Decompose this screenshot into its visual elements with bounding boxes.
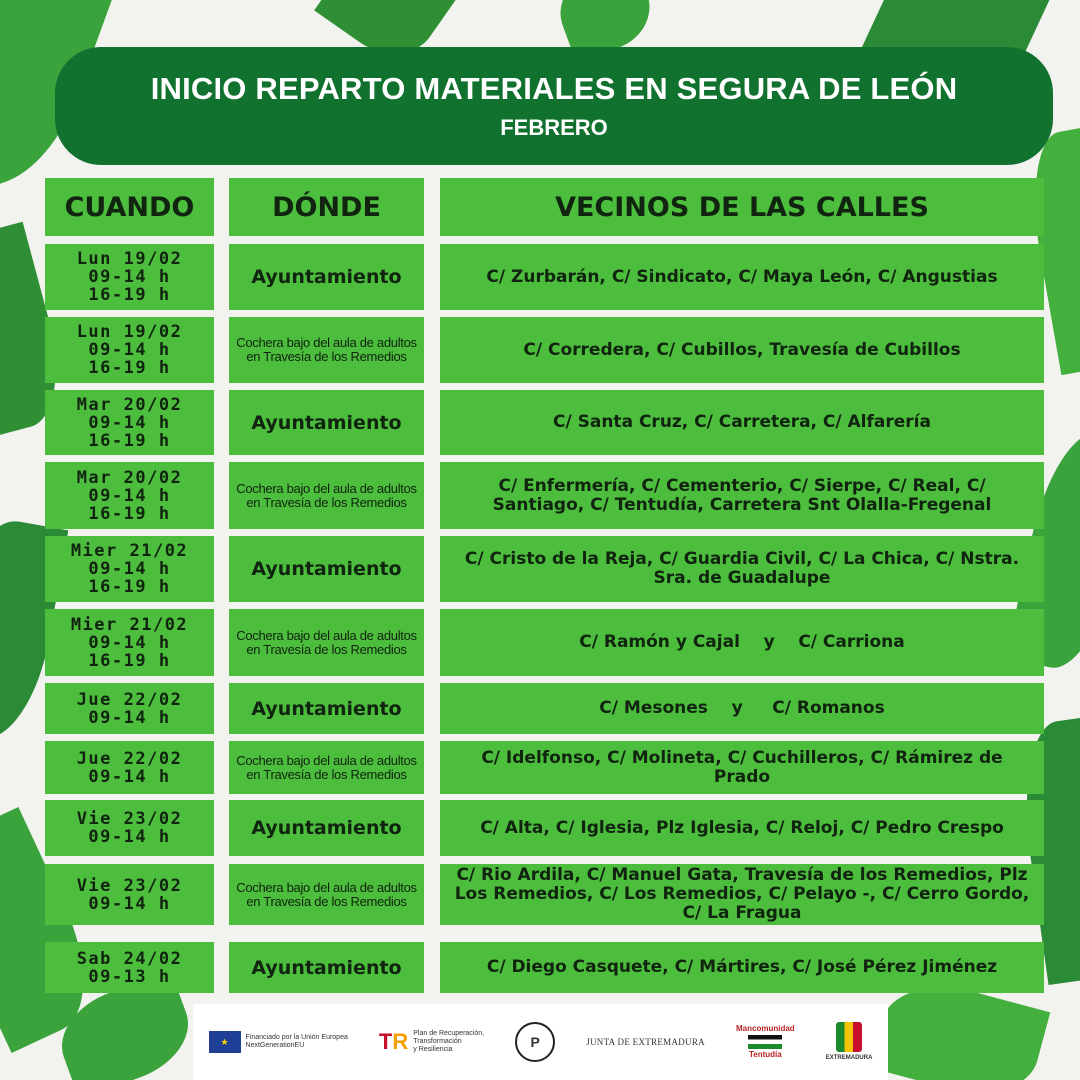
streets-cell: C/ Diego Casquete, C/ Mártires, C/ José Pérez Jiménez xyxy=(440,942,1044,993)
streets-cell: C/ Zurbarán, C/ Sindicato, C/ Maya León, C/ Angustias xyxy=(440,244,1044,310)
title-banner xyxy=(55,47,1053,165)
prtr-mark-icon: TR xyxy=(378,1029,409,1054)
when-cell: Lun 19/02 09-14 h 16-19 h xyxy=(45,317,214,383)
streets-cell: C/ Idelfonso, C/ Molineta, C/ Cuchilleros, C/ Rámirez de Prado xyxy=(440,741,1044,794)
streets-cell: C/ Cristo de la Reja, C/ Guardia Civil, C/ La Chica, C/ Nstra. Sra. de Guadalupe xyxy=(440,536,1044,602)
eu-flag-icon: ★ xyxy=(209,1031,241,1053)
building-icon xyxy=(836,1022,862,1052)
column-header-where: DÓNDE xyxy=(229,178,424,236)
where-cell: Ayuntamiento xyxy=(229,683,424,734)
flag-icon xyxy=(748,1035,782,1049)
eu-line1: Financiado por la Unión Europea xyxy=(245,1034,348,1041)
when-cell: Sab 24/02 09-13 h xyxy=(45,942,214,993)
eu-line2: NextGenerationEU xyxy=(245,1042,305,1049)
where-cell: Ayuntamiento xyxy=(229,800,424,856)
when-cell: Jue 22/02 09-14 h xyxy=(45,741,214,794)
prtr-line2: Transformación xyxy=(413,1038,462,1045)
prtr-logo xyxy=(379,1030,484,1054)
where-cell: Cochera bajo del aula de adultos en Travesía de los Remedios xyxy=(229,609,424,676)
plataforma-logo xyxy=(515,1022,555,1062)
streets-cell: C/ Mesones y C/ Romanos xyxy=(440,683,1044,734)
prtr-line3: y Resiliencia xyxy=(413,1046,453,1053)
plataforma-icon: P xyxy=(515,1022,555,1062)
prtr-line1: Plan de Recuperación, xyxy=(413,1030,485,1037)
when-cell: Lun 19/02 09-14 h 16-19 h xyxy=(45,244,214,310)
extremadura-label: EXTREMADURA xyxy=(825,1055,873,1061)
extremadura-logo xyxy=(826,1022,873,1062)
column-header-when: CUANDO xyxy=(45,178,214,236)
page-title: INICIO REPARTO MATERIALES EN SEGURA DE LEÓN xyxy=(150,71,958,106)
junta-logo: JUNTA DE EXTREMADURA xyxy=(586,1037,705,1047)
when-cell: Jue 22/02 09-14 h xyxy=(45,683,214,734)
column-header-streets: VECINOS DE LAS CALLES xyxy=(440,178,1044,236)
where-cell: Ayuntamiento xyxy=(229,390,424,455)
streets-cell: C/ Santa Cruz, C/ Carretera, C/ Alfarería xyxy=(440,390,1044,455)
mancomunidad-logo xyxy=(736,1025,795,1059)
where-cell: Cochera bajo del aula de adultos en Travesía de los Remedios xyxy=(229,741,424,794)
when-cell: Mier 21/02 09-14 h 16-19 h xyxy=(45,536,214,602)
tentudia-label: Tentudía xyxy=(748,1050,782,1059)
where-cell: Ayuntamiento xyxy=(229,536,424,602)
page-subtitle: FEBRERO xyxy=(500,115,608,140)
where-cell: Cochera bajo del aula de adultos en Travesía de los Remedios xyxy=(229,317,424,383)
streets-cell: C/ Corredera, C/ Cubillos, Travesía de Cubillos xyxy=(440,317,1044,383)
streets-cell: C/ Rio Ardila, C/ Manuel Gata, Travesía de los Remedios, Plz Los Remedios, C/ Los Remedios, C/ Pelayo -, C/ Cerro Gordo, C/ La Fragua xyxy=(440,864,1044,925)
mancomunidad-label: Mancomunidad xyxy=(736,1024,795,1033)
when-cell: Mar 20/02 09-14 h 16-19 h xyxy=(45,390,214,455)
where-cell: Ayuntamiento xyxy=(229,942,424,993)
when-cell: Vie 23/02 09-14 h xyxy=(45,800,214,856)
streets-cell: C/ Alta, C/ Iglesia, Plz Iglesia, C/ Reloj, C/ Pedro Crespo xyxy=(440,800,1044,856)
when-cell: Mier 21/02 09-14 h 16-19 h xyxy=(45,609,214,676)
eu-logo xyxy=(209,1031,348,1053)
where-cell: Cochera bajo del aula de adultos en Travesía de los Remedios xyxy=(229,864,424,925)
streets-cell: C/ Enfermería, C/ Cementerio, C/ Sierpe, C/ Real, C/ Santiago, C/ Tentudía, Carretera Snt Olalla-Fregenal xyxy=(440,462,1044,529)
streets-cell: C/ Ramón y Cajal y C/ Carriona xyxy=(440,609,1044,676)
sponsor-footer xyxy=(193,1004,888,1080)
when-cell: Vie 23/02 09-14 h xyxy=(45,864,214,925)
when-cell: Mar 20/02 09-14 h 16-19 h xyxy=(45,462,214,529)
where-cell: Ayuntamiento xyxy=(229,244,424,310)
where-cell: Cochera bajo del aula de adultos en Travesía de los Remedios xyxy=(229,462,424,529)
